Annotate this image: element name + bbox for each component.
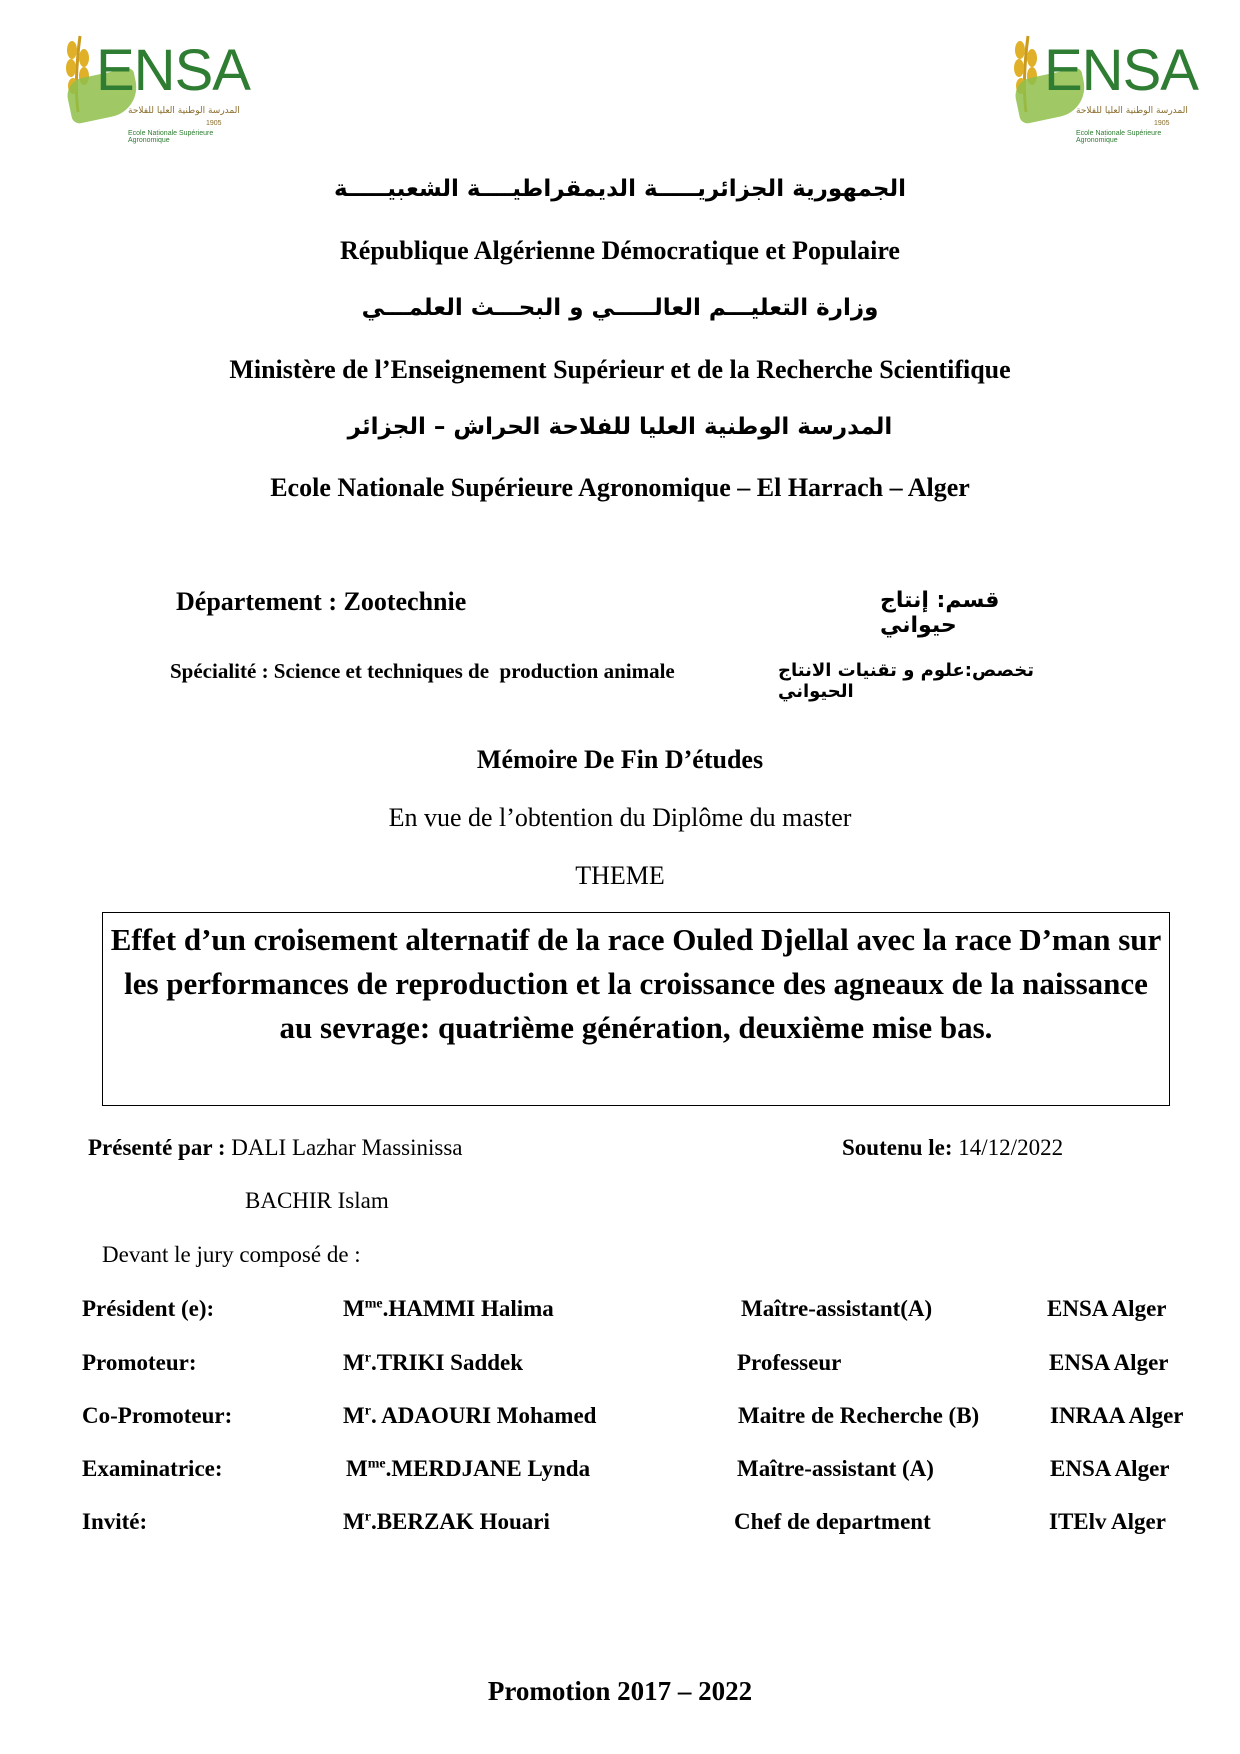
jury-row [0, 1456, 1240, 1490]
jury-institution: INRAA Alger [1050, 1403, 1184, 1428]
ministry-ar: وزارة التعليـــم العالـــــي و البحـــث العلمـــي [361, 295, 879, 321]
jury-institution: ENSA Alger [1047, 1296, 1167, 1321]
logo-tagline-fr: Ecole Nationale Supérieure Agronomique [1076, 130, 1162, 144]
jury-grade: Maitre de Recherche (B) [738, 1403, 980, 1428]
ministry-fr: Ministère de l’Enseignement Supérieur et de la Recherche Scientifique [229, 355, 1011, 384]
promotion: Promotion 2017 – 2022 [487, 1676, 753, 1706]
student-1: DALI Lazhar Massinissa [231, 1135, 463, 1160]
defended-line [842, 1135, 1063, 1161]
jury-row [0, 1296, 1240, 1330]
presented-label: Présenté par : [88, 1135, 226, 1160]
jury-institution: ENSA Alger [1050, 1456, 1170, 1481]
defended-label: Soutenu le: [842, 1135, 953, 1160]
jury-intro: Devant le jury composé de : [102, 1242, 361, 1267]
jury-institution: ITElv Alger [1049, 1509, 1166, 1534]
theme-title: Effet d’un croisement alternatif de la race Ouled Djellal avec la race D’man sur les performances de reproduction et la croissance des agneaux de la naissance au sevrage: quatrième génération, deuxième mise bas. [110, 922, 1162, 1045]
republic-fr: République Algérienne Démocratique et Populaire [340, 236, 900, 265]
jury-role: Promoteur: [82, 1350, 197, 1375]
memoire-title: Mémoire De Fin D’études [476, 745, 764, 774]
jury-name: $M^r.TRIKI$ Saddek [343, 1350, 524, 1375]
theme-label: THEME [575, 861, 665, 890]
school-ar: المدرسة الوطنية العليا للفلاحة الحراش – الجزائر [347, 414, 893, 440]
defended-date: 14/12/2022 [958, 1135, 1064, 1160]
ensa-logo-left [56, 30, 256, 150]
republic-ar: الجمهورية الجزائريـــــة الديمقراطيــــة الشعبيـــــة [333, 176, 907, 202]
logo-word: ENSA [1044, 38, 1198, 103]
logo-tagline-ar: المدرسة الوطنية العليا للفلاحة [1076, 106, 1188, 116]
jury-role: Président (e): [82, 1296, 215, 1321]
jury-role: Invité: [82, 1509, 148, 1534]
jury-grade: Chef de department [734, 1509, 931, 1534]
jury-institution: ENSA Alger [1049, 1350, 1169, 1375]
jury-grade: Professeur [737, 1350, 842, 1375]
logo-word: ENSA [96, 38, 250, 103]
student-2: BACHIR Islam [245, 1188, 389, 1213]
jury-name: $M^{me}.HAMMI$ Halima [343, 1296, 554, 1321]
department-ar: قسم: إنتاج حيواني [880, 588, 1000, 638]
jury-name: $M^r$. ADAOURI Mohamed [343, 1403, 597, 1428]
logo-tagline-fr: Ecole Nationale Supérieure Agronomique [128, 130, 214, 144]
ensa-logo-right [1004, 30, 1204, 150]
jury-name: $M^{me}.MERDJANE$ Lynda [346, 1456, 591, 1481]
logo-tagline-ar: المدرسة الوطنية العليا للفلاحة [128, 106, 240, 116]
logo-year: 1905 [206, 120, 222, 127]
jury-row [0, 1403, 1240, 1437]
presented-line [88, 1135, 463, 1161]
jury-row [0, 1509, 1240, 1543]
logo-year: 1905 [1154, 120, 1170, 127]
jury-name: $M^r.BERZAK$ Houari [343, 1509, 550, 1534]
speciality-fr: Spécialité : Science et techniques de production animale [170, 659, 675, 683]
jury-role: Examinatrice: [82, 1456, 223, 1481]
department-fr: Département : Zootechnie [176, 587, 467, 616]
jury-grade: Maître-assistant(A) [741, 1296, 933, 1321]
speciality-ar: تخصص:علوم و تقنيات الانتاج الحيواني [778, 660, 1034, 702]
school-fr: Ecole Nationale Supérieure Agronomique – El Harrach – Alger [270, 473, 970, 502]
memoire-subtitle: En vue de l’obtention du Diplôme du master [388, 803, 852, 832]
jury-grade: Maître-assistant (A) [737, 1456, 934, 1481]
jury-role: Co-Promoteur: [82, 1403, 233, 1428]
jury-row [0, 1350, 1240, 1384]
